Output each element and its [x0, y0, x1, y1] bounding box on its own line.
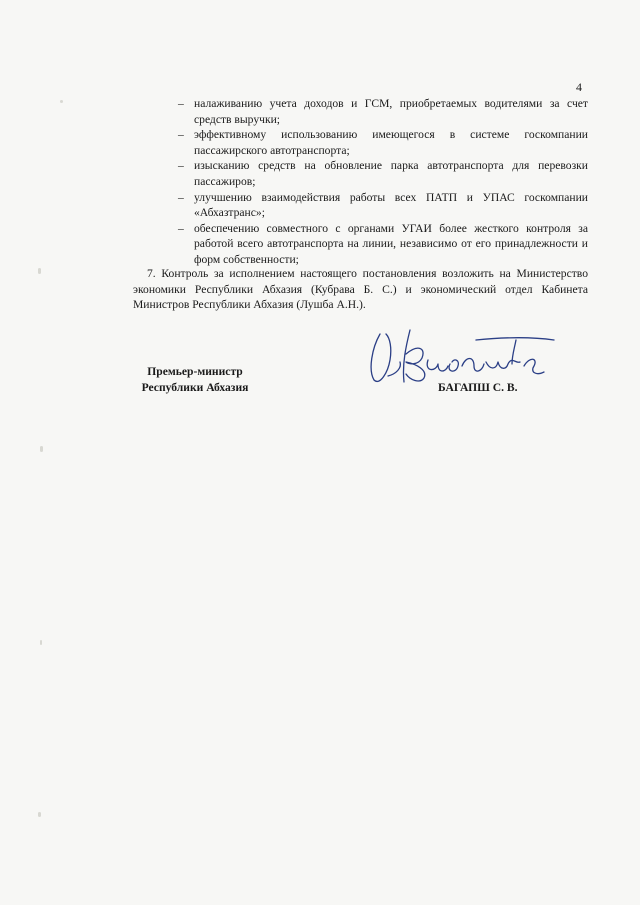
signatory-role — [135, 364, 255, 396]
scan-speck — [38, 812, 41, 817]
list-dash: – — [178, 190, 184, 204]
paragraph-7: 7. Контроль за исполнением настоящего постановления возложить на Министерство экономики Республики Абхазия (Кубрава Б. С.) и экономический отдел Кабинета Министров Республики Абхазия (Лушба А.Н.). — [133, 267, 588, 312]
list-item — [178, 190, 588, 221]
measures-list — [178, 96, 588, 268]
list-dash: – — [178, 221, 184, 235]
scan-speck — [40, 446, 43, 452]
list-item-text: эффективному использованию имеющегося в системе госкомпании пассажирского автотранспорта; — [194, 128, 588, 157]
list-item — [178, 127, 588, 158]
handwritten-signature — [366, 326, 562, 388]
list-item — [178, 221, 588, 268]
scan-speck — [38, 268, 41, 274]
scan-speck — [40, 640, 42, 645]
list-item — [178, 96, 588, 127]
list-dash: – — [178, 97, 184, 110]
list-dash: – — [178, 128, 184, 142]
signatory-name: БАГАПШ С. В. — [438, 381, 518, 394]
scan-speck — [60, 100, 63, 103]
list-item-text: улучшению взаимодействия работы всех ПАТП и УПАС госкомпании «Абхазтранс»; — [194, 190, 588, 220]
list-item-text: обеспечению совместного с органами УГАИ более жесткого контроля за работой всего автотранспорта на линии, независимо от его принадлежности и форм собственности; — [194, 221, 588, 266]
list-item — [178, 158, 588, 189]
signatory-role-line2: Республики Абхазия — [141, 381, 249, 394]
signatory-role-line1: Премьер-министр — [147, 365, 243, 378]
list-item-text: изысканию средств на обновление парка автотранспорта для перевозки пассажиров; — [194, 159, 588, 188]
list-dash: – — [178, 159, 184, 173]
page-number: 4 — [576, 80, 582, 94]
list-item-text: налаживанию учета доходов и ГСМ, приобретаемых водителями за счет средств выручки; — [194, 97, 588, 126]
